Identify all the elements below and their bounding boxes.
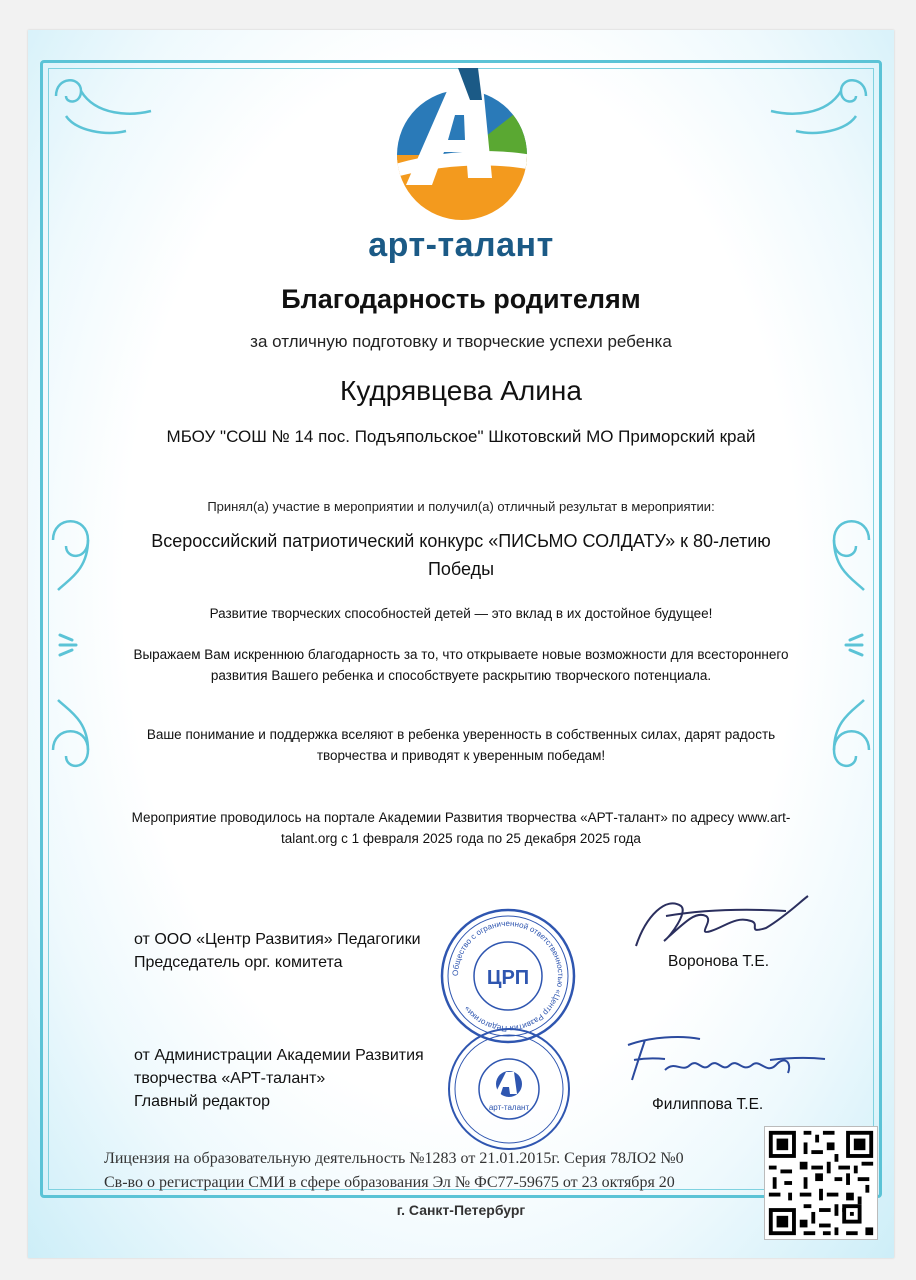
sign1-org-line1: от ООО «Центр Развития» Педагогики [134, 931, 421, 948]
signer-name-2: Филиппова Т.Е. [652, 1096, 764, 1113]
side-ornament-right [814, 500, 884, 800]
certificate-sheet [28, 30, 894, 1258]
corner-ornament-top-right [756, 56, 886, 146]
crp-stamp-label: ЦРП [486, 967, 530, 989]
qr-code [764, 1126, 878, 1240]
art-talant-stamp-label: арт-талант [488, 1103, 530, 1112]
portal-note: Мероприятие проводилось на портале Академии Развития творчества «АРТ-талант» по адресу www.art-talant.org с 1 февраля 2025 года по 25 декабря 2025 года [131, 810, 791, 846]
paragraph-development: Развитие творческих способностей детей — это вклад в их достойное будущее! [209, 606, 713, 621]
certificate-title: Благодарность родителям [281, 284, 641, 314]
side-ornament-left [38, 500, 108, 800]
signature-block-1 [134, 928, 421, 974]
crp-stamp-ring-text: Общество с ограниченной ответственностью «Центр Развития Педагогики» [450, 918, 566, 1034]
sign1-org-line2: Председатель орг. комитета [134, 954, 343, 971]
art-talant-logo-icon [392, 60, 532, 225]
signer-name-1: Воронова Т.Е. [668, 953, 770, 970]
corner-ornament-top-left [36, 56, 166, 146]
sign2-org-line1: от Администрации Академии Развития [134, 1047, 424, 1064]
city-label: г. Санкт-Петербург [396, 1202, 526, 1218]
certificate-subtitle: за отличную подготовку и творческие успехи ребенка [250, 332, 672, 351]
handwritten-signature-2 [620, 1025, 830, 1090]
paragraph-gratitude: Выражаем Вам искреннюю благодарность за то, что открываете новые возможности для всестороннего развития Вашего ребенка и способствуете раскрытию творческого потенциала. [133, 647, 789, 683]
recipient-name: Кудрявцева Алина [340, 375, 582, 406]
participation-text: Принял(а) участие в мероприятии и получил(а) отличный результат в мероприятии: [207, 499, 715, 514]
sign2-org-line2: творчества «АРТ-талант» [134, 1070, 326, 1087]
brand-name: арт-талант [368, 226, 554, 264]
art-talant-stamp [444, 1024, 574, 1154]
handwritten-signature-1 [626, 886, 816, 956]
event-name: Всероссийский патриотический конкурс «ПИСЬМО СОЛДАТУ» к 80-летию Победы [151, 531, 771, 579]
signature-block-2 [134, 1044, 424, 1113]
paragraph-support: Ваше понимание и поддержка вселяют в ребенка уверенность в собственных силах, дарят радость творчества и приводят к уверенным победам! [146, 727, 776, 763]
school-name: МБОУ "СОШ № 14 пос. Подъяпольское" Шкотовский МО Приморский край [166, 427, 756, 446]
sign2-org-line3: Главный редактор [134, 1093, 271, 1110]
license-line: Лицензия на образовательную деятельность №1283 от 21.01.2015г. Серия 78ЛО2 №0 [104, 1150, 684, 1167]
registration-line: Св-во о регистрации СМИ в сфере образования Эл № ФС77-59675 от 23 октября 20 [104, 1174, 675, 1191]
